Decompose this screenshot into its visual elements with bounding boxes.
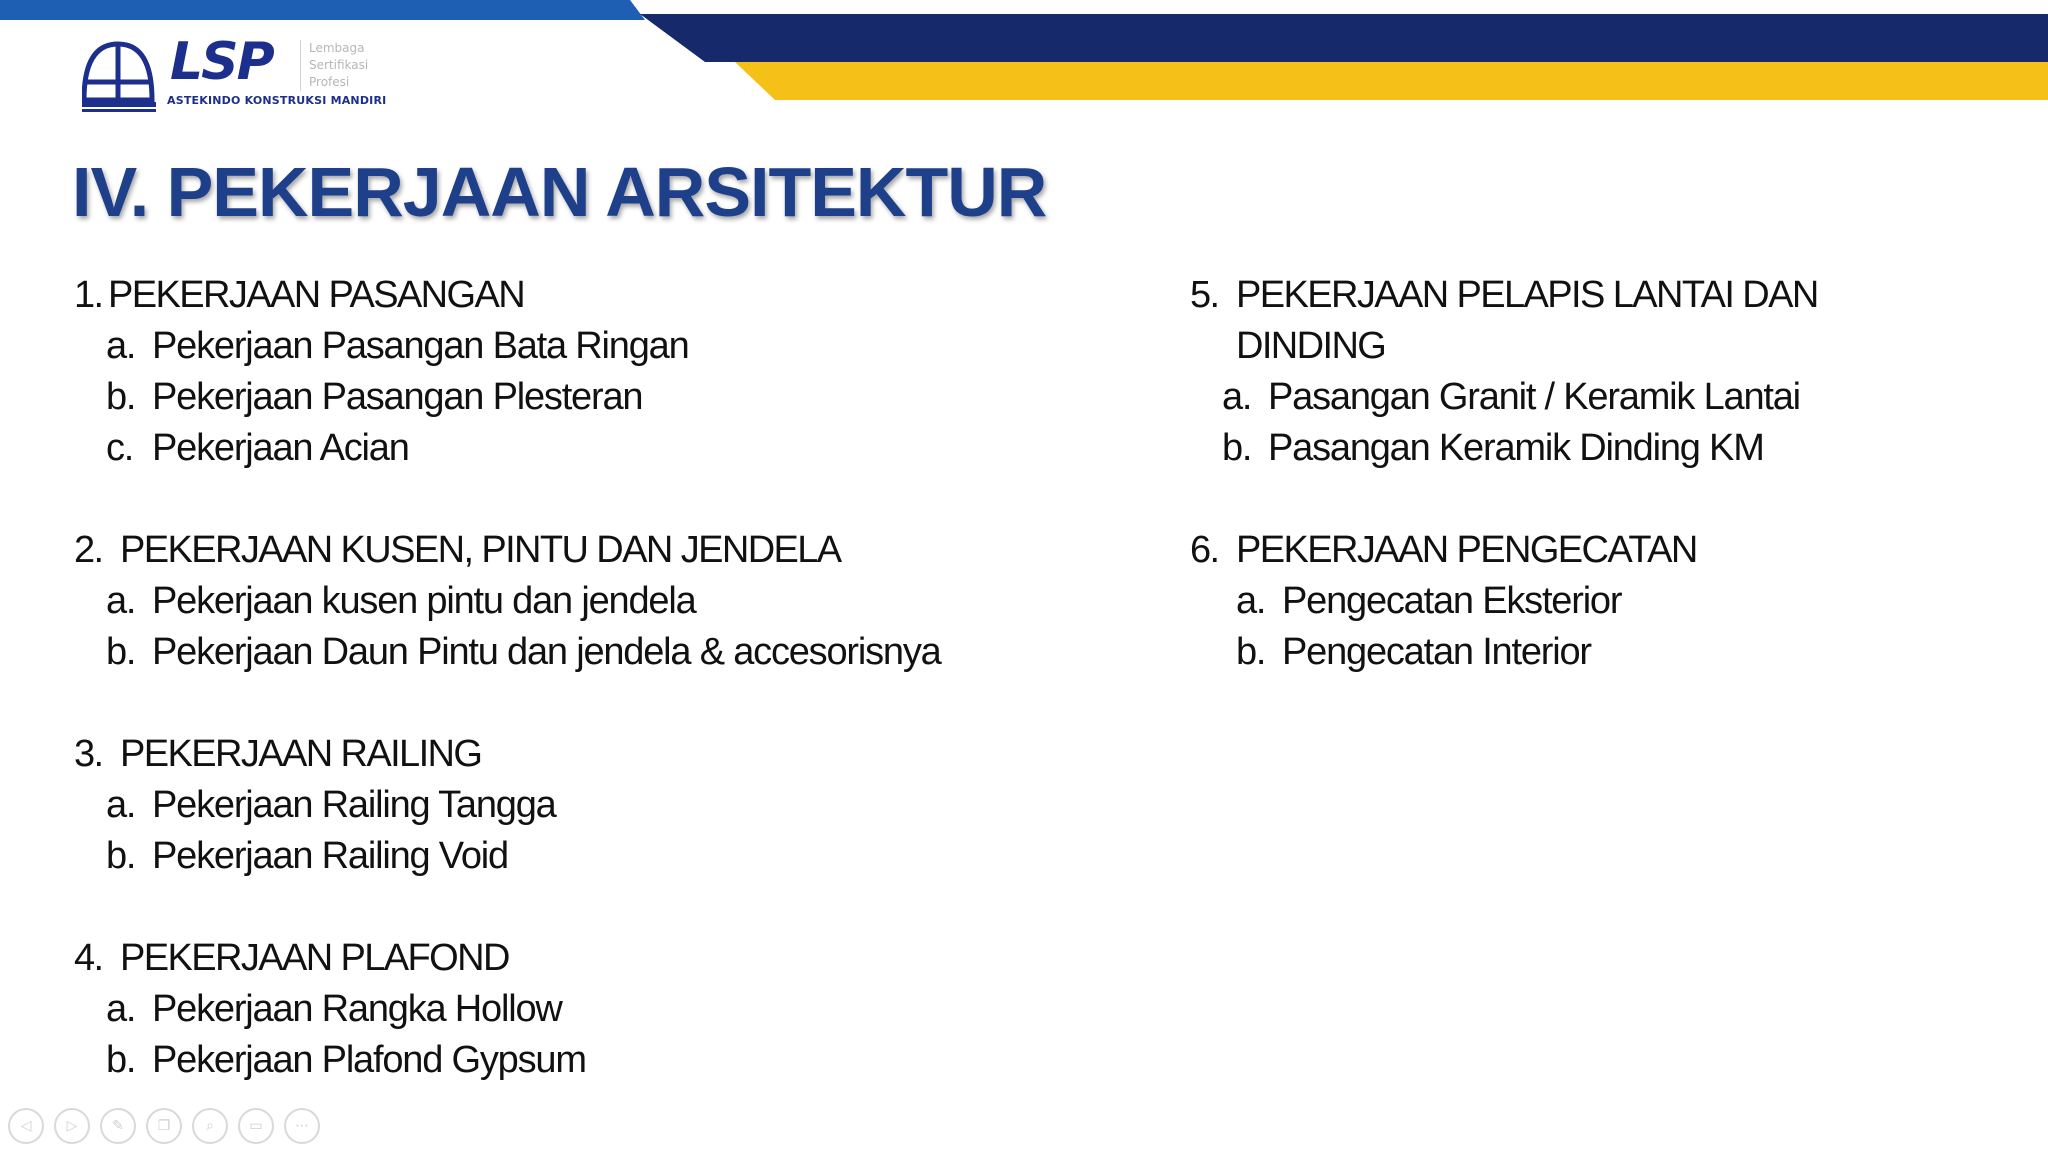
section-heading bbox=[74, 729, 1154, 780]
section-heading bbox=[1190, 270, 2010, 372]
item-text: Pekerjaan Rangka Hollow bbox=[152, 988, 562, 1030]
item-text: Pasangan Granit / Keramik Lantai bbox=[1268, 376, 1800, 418]
item-letter: b. bbox=[106, 631, 136, 673]
item-text: Pengecatan Interior bbox=[1282, 631, 1591, 673]
item-letter: a. bbox=[106, 325, 136, 367]
item-letter: a. bbox=[106, 988, 136, 1030]
item-letter: b. bbox=[106, 835, 136, 877]
list-item bbox=[74, 984, 1154, 1035]
item-letter: b. bbox=[1222, 427, 1252, 469]
list-item bbox=[74, 1035, 1154, 1086]
section-number: 5. bbox=[1190, 274, 1219, 316]
item-text: Pekerjaan Daun Pintu dan jendela & accesorisnya bbox=[152, 631, 941, 673]
section-label: PEKERJAAN PASANGAN bbox=[108, 274, 525, 316]
section-number: 3. bbox=[74, 733, 103, 775]
list-item bbox=[74, 423, 1154, 474]
logo-wordmark: LSP bbox=[170, 32, 273, 92]
item-text: Pekerjaan Pasangan Bata Ringan bbox=[152, 325, 689, 367]
logo-side-text bbox=[300, 40, 368, 91]
section-heading bbox=[1190, 525, 2010, 576]
section-number: 1. bbox=[74, 274, 103, 316]
more-dots-icon: ⋯ bbox=[295, 1118, 309, 1134]
list-item bbox=[1190, 576, 2010, 627]
section-plafond bbox=[74, 933, 1154, 1086]
more-options-button[interactable] bbox=[284, 1108, 320, 1144]
header-blue-band bbox=[0, 0, 645, 20]
section-label: PEKERJAAN KUSEN, PINTU DAN JENDELA bbox=[120, 529, 841, 571]
item-letter: b. bbox=[106, 1039, 136, 1081]
section-heading bbox=[74, 270, 1154, 321]
section-pengecatan bbox=[1190, 525, 2010, 678]
list-item bbox=[74, 576, 1154, 627]
section-heading bbox=[74, 933, 1154, 984]
list-item bbox=[74, 627, 1154, 678]
header-navy-band bbox=[640, 14, 2048, 62]
logo-side-line: Lembaga bbox=[309, 41, 365, 55]
item-text: Pekerjaan Acian bbox=[152, 427, 409, 469]
slides-icon: ❐ bbox=[157, 1118, 171, 1134]
item-text: Pekerjaan Railing Void bbox=[152, 835, 508, 877]
section-label: PEKERJAAN PELAPIS LANTAI DAN DINDING bbox=[1236, 274, 1818, 367]
item-text: Pengecatan Eksterior bbox=[1282, 580, 1622, 622]
item-text: Pekerjaan kusen pintu dan jendela bbox=[152, 580, 696, 622]
header-yellow-band bbox=[735, 62, 2048, 100]
section-kusen bbox=[74, 525, 1154, 678]
section-pasangan bbox=[74, 270, 1154, 474]
item-letter: a. bbox=[106, 784, 136, 826]
item-text: Pasangan Keramik Dinding KM bbox=[1268, 427, 1764, 469]
section-heading bbox=[74, 525, 1154, 576]
see-all-slides-button[interactable] bbox=[146, 1108, 182, 1144]
magnifier-icon: ⌕ bbox=[206, 1118, 214, 1134]
item-letter: a. bbox=[106, 580, 136, 622]
subtitles-button[interactable] bbox=[238, 1108, 274, 1144]
section-pelapis bbox=[1190, 270, 2010, 474]
pen-icon: ✎ bbox=[112, 1118, 124, 1134]
section-label: PEKERJAAN PLAFOND bbox=[120, 937, 509, 979]
item-letter: b. bbox=[106, 376, 136, 418]
zoom-button[interactable] bbox=[192, 1108, 228, 1144]
left-column bbox=[74, 270, 1154, 1137]
item-letter: a. bbox=[1236, 580, 1266, 622]
section-label: PEKERJAAN RAILING bbox=[120, 733, 482, 775]
item-letter: b. bbox=[1236, 631, 1266, 673]
list-item bbox=[74, 321, 1154, 372]
item-letter: a. bbox=[1222, 376, 1252, 418]
chevron-right-icon: ▷ bbox=[66, 1118, 78, 1134]
list-item bbox=[74, 372, 1154, 423]
list-item bbox=[1190, 627, 2010, 678]
right-column bbox=[1190, 270, 2010, 729]
list-item bbox=[1190, 372, 2010, 423]
pen-tool-button[interactable] bbox=[100, 1108, 136, 1144]
list-item bbox=[74, 831, 1154, 882]
section-number: 4. bbox=[74, 937, 103, 979]
list-item bbox=[1190, 423, 2010, 474]
previous-slide-button[interactable] bbox=[8, 1108, 44, 1144]
logo-side-line: Sertifikasi bbox=[309, 58, 369, 72]
list-item bbox=[74, 780, 1154, 831]
section-railing bbox=[74, 729, 1154, 882]
section-number: 6. bbox=[1190, 529, 1219, 571]
screen-icon: ▭ bbox=[249, 1118, 263, 1134]
logo-tagline: ASTEKINDO KONSTRUKSI MANDIRI bbox=[167, 94, 387, 107]
item-text: Pekerjaan Pasangan Plesteran bbox=[152, 376, 643, 418]
logo-side-line: Profesi bbox=[309, 75, 350, 89]
slideshow-toolbar bbox=[8, 1108, 320, 1144]
next-slide-button[interactable] bbox=[54, 1108, 90, 1144]
section-label: PEKERJAAN PENGECATAN bbox=[1236, 529, 1697, 571]
slide-title: IV. PEKERJAAN ARSITEKTUR bbox=[72, 153, 1047, 231]
chevron-left-icon: ◁ bbox=[20, 1118, 32, 1134]
section-number: 2. bbox=[74, 529, 103, 571]
item-text: Pekerjaan Plafond Gypsum bbox=[152, 1039, 586, 1081]
item-letter: c. bbox=[106, 427, 134, 469]
item-text: Pekerjaan Railing Tangga bbox=[152, 784, 556, 826]
